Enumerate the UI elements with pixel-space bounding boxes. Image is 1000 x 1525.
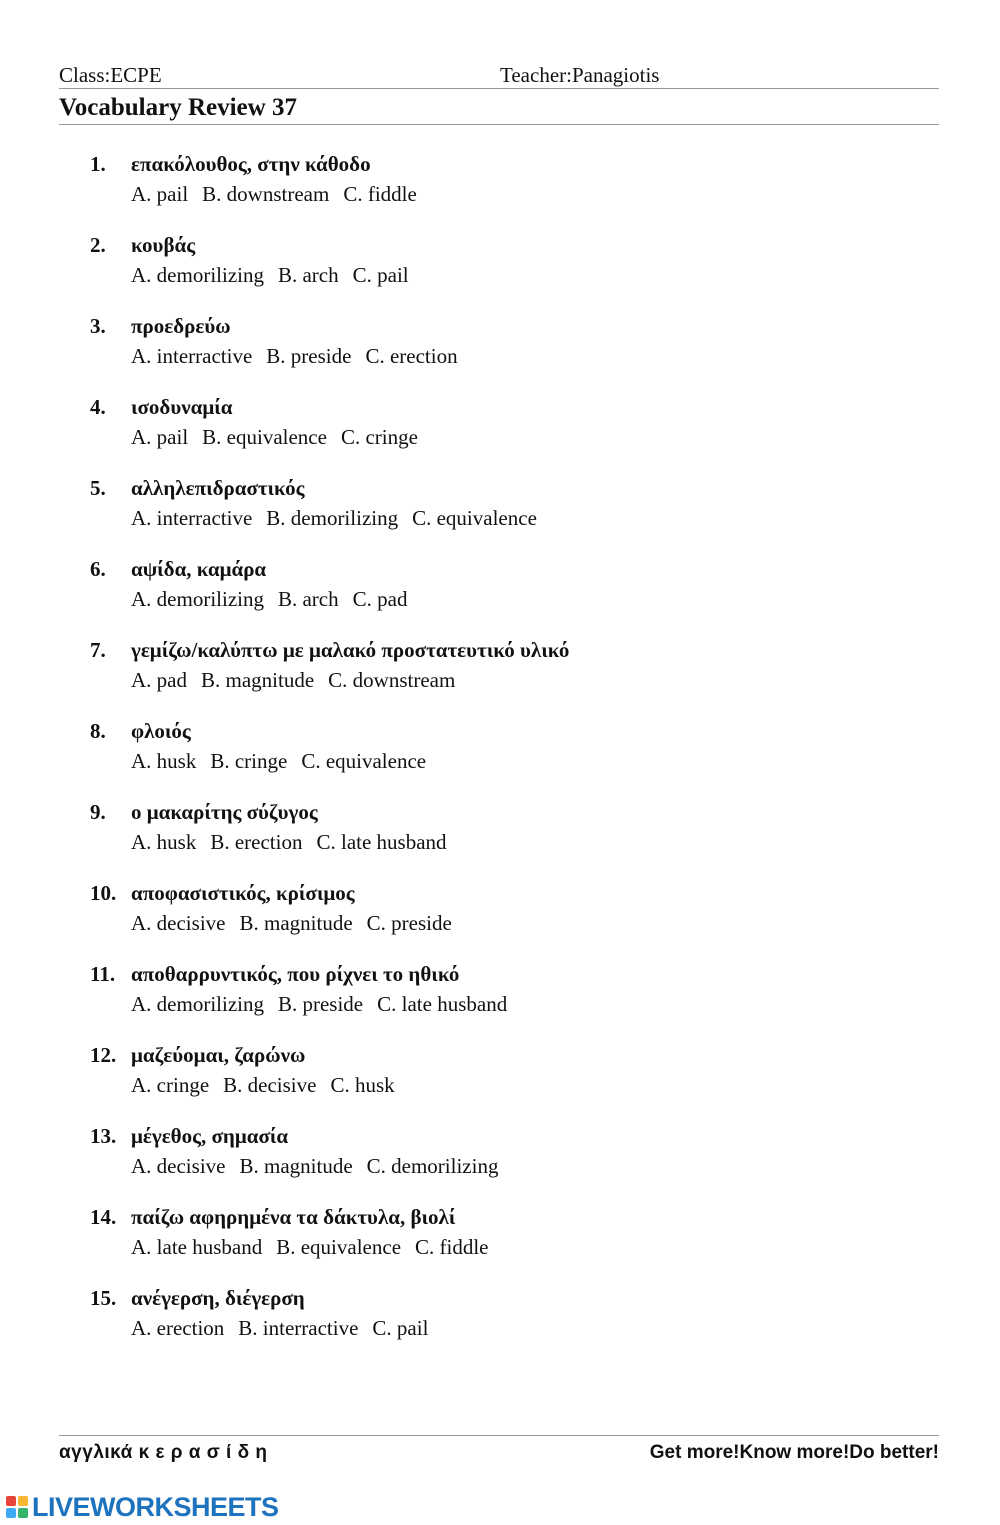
question-number: 11.	[90, 962, 116, 986]
answer-option[interactable]: A. pail	[131, 425, 189, 449]
question-item	[0, 474, 1000, 555]
answer-option[interactable]: C. late husband	[377, 992, 508, 1016]
question-number: 13.	[90, 1124, 117, 1148]
answer-option[interactable]: B. preside	[277, 992, 364, 1016]
question-item	[0, 960, 1000, 1041]
answer-option[interactable]: C. equivalence	[301, 749, 427, 773]
answer-option[interactable]: B. magnitude	[239, 911, 353, 935]
answer-option[interactable]: A. demorilizing	[131, 263, 264, 287]
question-number: 12.	[90, 1043, 117, 1067]
question-item	[0, 393, 1000, 474]
answer-options	[131, 342, 472, 370]
teacher-label: Teacher:Panagiotis	[500, 63, 660, 87]
question-prompt: αλληλεπιδραστικός	[131, 476, 305, 500]
question-item	[0, 231, 1000, 312]
answer-option[interactable]: A. interractive	[131, 344, 253, 368]
footer-slogan: Get more!Know more!Do better!	[649, 1442, 939, 1463]
page-title: Vocabulary Review 37	[59, 93, 939, 125]
question-number: 14.	[90, 1205, 117, 1229]
question-prompt: μέγεθος, σημασία	[131, 1124, 289, 1148]
answer-options	[131, 747, 440, 775]
question-prompt: γεμίζω/καλύπτω με μαλακό προστατευτικό υλικό	[131, 638, 570, 662]
question-number: 5.	[90, 476, 106, 500]
question-number: 7.	[90, 638, 106, 662]
question-number: 8.	[90, 719, 106, 743]
answer-option[interactable]: B. interractive	[238, 1316, 359, 1340]
answer-option[interactable]: B. arch	[277, 263, 339, 287]
answer-option[interactable]: B. erection	[210, 830, 303, 854]
answer-options	[131, 423, 432, 451]
answer-option[interactable]: C. pail	[352, 263, 409, 287]
question-number: 2.	[90, 233, 106, 257]
answer-option[interactable]: C. pad	[352, 587, 408, 611]
answer-options	[131, 909, 466, 937]
footer-divider	[59, 1435, 939, 1436]
answer-option[interactable]: B. cringe	[210, 749, 288, 773]
answer-option[interactable]: C. preside	[366, 911, 452, 935]
answer-options	[131, 828, 461, 856]
question-number: 15.	[90, 1286, 117, 1310]
answer-option[interactable]: B. magnitude	[201, 668, 315, 692]
question-item	[0, 636, 1000, 717]
question-prompt: αψίδα, καμάρα	[131, 557, 267, 581]
brand-text: LIVEWORKSHEETS	[32, 1492, 279, 1522]
answer-option[interactable]: A. erection	[131, 1316, 225, 1340]
answer-option[interactable]: B. arch	[277, 587, 339, 611]
question-number: 10.	[90, 881, 117, 905]
answer-option[interactable]: C. equivalence	[412, 506, 537, 530]
answer-options	[131, 180, 431, 208]
answer-option[interactable]: A. demorilizing	[131, 587, 264, 611]
answer-option[interactable]: A. decisive	[131, 911, 226, 935]
question-item	[0, 1284, 1000, 1365]
question-prompt: φλοιός	[131, 719, 191, 743]
answer-option[interactable]: C. pail	[372, 1316, 429, 1340]
answer-options	[131, 504, 551, 532]
answer-option[interactable]: C. husk	[330, 1073, 395, 1097]
answer-option[interactable]: A. husk	[131, 749, 197, 773]
question-prompt: παίζω αφηρημένα τα δάκτυλα, βιολί	[131, 1205, 456, 1229]
question-prompt: κουβάς	[131, 233, 196, 257]
question-prompt: ο μακαρίτης σύζυγος	[131, 800, 318, 824]
worksheet-header	[59, 62, 939, 89]
question-prompt: αποφασιστικός, κρίσιμος	[131, 881, 355, 905]
question-prompt: μαζεύομαι, ζαρώνω	[131, 1043, 306, 1067]
answer-option[interactable]: A. cringe	[131, 1073, 210, 1097]
answer-options	[131, 1314, 442, 1342]
answer-option[interactable]: B. demorilizing	[266, 506, 399, 530]
question-prompt: ανέγερση, διέγερση	[131, 1286, 305, 1310]
answer-options	[131, 1071, 409, 1099]
answer-option[interactable]: C. downstream	[328, 668, 456, 692]
answer-option[interactable]: B. decisive	[223, 1073, 317, 1097]
question-prompt: ισοδυναμία	[131, 395, 233, 419]
answer-option[interactable]: A. decisive	[131, 1154, 226, 1178]
question-prompt: προεδρεύω	[131, 314, 231, 338]
footer-left-text: αγγλικά κ ε ρ α σ ί δ η	[59, 1442, 268, 1463]
question-prompt: αποθαρρυντικός, που ρίχνει το ηθικό	[131, 962, 460, 986]
question-item	[0, 555, 1000, 636]
answer-options	[131, 1233, 503, 1261]
answer-options	[131, 1152, 512, 1180]
question-number: 4.	[90, 395, 106, 419]
answer-option[interactable]: B. downstream	[202, 182, 330, 206]
answer-option[interactable]: A. husk	[131, 830, 197, 854]
brand-logo[interactable]	[6, 1492, 279, 1522]
answer-option[interactable]: C. fiddle	[343, 182, 417, 206]
question-number: 1.	[90, 152, 106, 176]
answer-options	[131, 990, 521, 1018]
answer-option[interactable]: C. demorilizing	[366, 1154, 499, 1178]
question-number: 9.	[90, 800, 106, 824]
answer-options	[131, 261, 423, 289]
question-item	[0, 312, 1000, 393]
answer-option[interactable]: A. demorilizing	[131, 992, 264, 1016]
answer-option[interactable]: C. cringe	[340, 425, 418, 449]
question-item	[0, 1122, 1000, 1203]
answer-option[interactable]: B. preside	[266, 344, 352, 368]
answer-option[interactable]: A. interractive	[131, 506, 253, 530]
answer-options	[131, 585, 421, 613]
answer-options	[131, 666, 469, 694]
answer-option[interactable]: B. equivalence	[276, 1235, 402, 1259]
answer-option[interactable]: A. pad	[131, 668, 187, 692]
question-prompt: επακόλουθος, στην κάθοδο	[131, 152, 371, 176]
question-item	[0, 717, 1000, 798]
answer-option[interactable]: C. erection	[365, 344, 458, 368]
question-item	[0, 798, 1000, 879]
question-item	[0, 150, 1000, 231]
answer-option[interactable]: A. pail	[131, 182, 189, 206]
question-item	[0, 1041, 1000, 1122]
answer-option[interactable]: C. fiddle	[415, 1235, 489, 1259]
question-number: 3.	[90, 314, 106, 338]
question-item	[0, 1203, 1000, 1284]
question-item	[0, 879, 1000, 960]
answer-option[interactable]: A. late husband	[131, 1235, 263, 1259]
answer-option[interactable]: C. late husband	[316, 830, 447, 854]
question-list	[0, 150, 1000, 1365]
answer-option[interactable]: B. magnitude	[239, 1154, 353, 1178]
answer-option[interactable]: B. equivalence	[202, 425, 327, 449]
question-number: 6.	[90, 557, 106, 581]
class-label: Class:ECPE	[59, 63, 162, 87]
liveworksheets-logo-icon	[6, 1496, 28, 1518]
